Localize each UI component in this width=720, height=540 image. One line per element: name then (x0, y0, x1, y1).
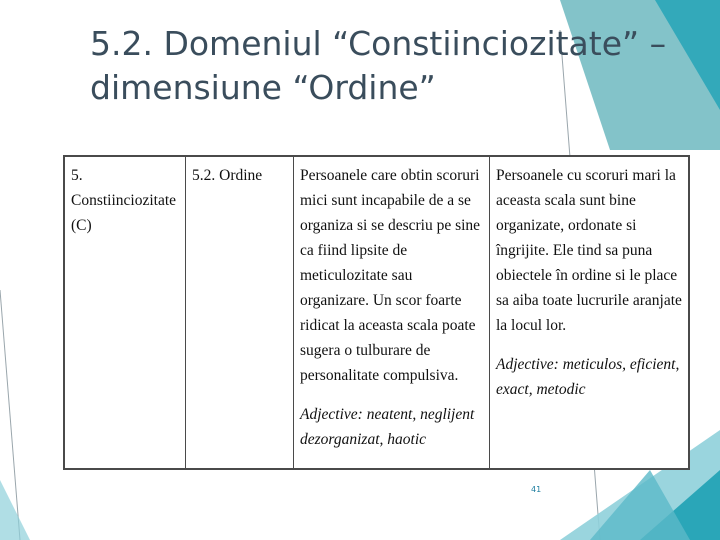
dimension-cell: 5.2. Ordine (186, 157, 294, 469)
table-row (65, 157, 689, 469)
low-scores-adjectives: Adjective: neatent, neglijent dezorganizat, haotic (300, 406, 475, 448)
table-grid (64, 156, 689, 469)
slide-title: 5.2. Domeniul “Constiinciozitate” – dimensiune “Ordine” (90, 24, 667, 107)
personality-table (63, 155, 690, 470)
high-scores-cell (490, 157, 689, 469)
domain-cell: 5. Constiinciozitate (C) (65, 157, 186, 469)
low-scores-cell (294, 157, 490, 469)
decor-shape-bottom-left (0, 480, 30, 540)
high-scores-adjectives: Adjective: meticulos, eficient, exact, metodic (496, 356, 680, 398)
low-scores-text: Persoanele care obtin scoruri mici sunt incapabile de a se organiza si se descriu pe sine ca fiind lipsite de meticulozitate sau organizare. Un scor foarte ridicat la aceasta scala poate sugera o tulburare de personalitate compulsiva. (300, 167, 481, 384)
high-scores-text: Persoanele cu scoruri mari la aceasta scala sunt bine organizate, ordonate si îngrijite. Ele tind sa puna obiectele în ordine si le place sa aiba toate lucrurile aranjate la locul lor. (496, 167, 682, 334)
page-number: 41 (531, 485, 542, 494)
